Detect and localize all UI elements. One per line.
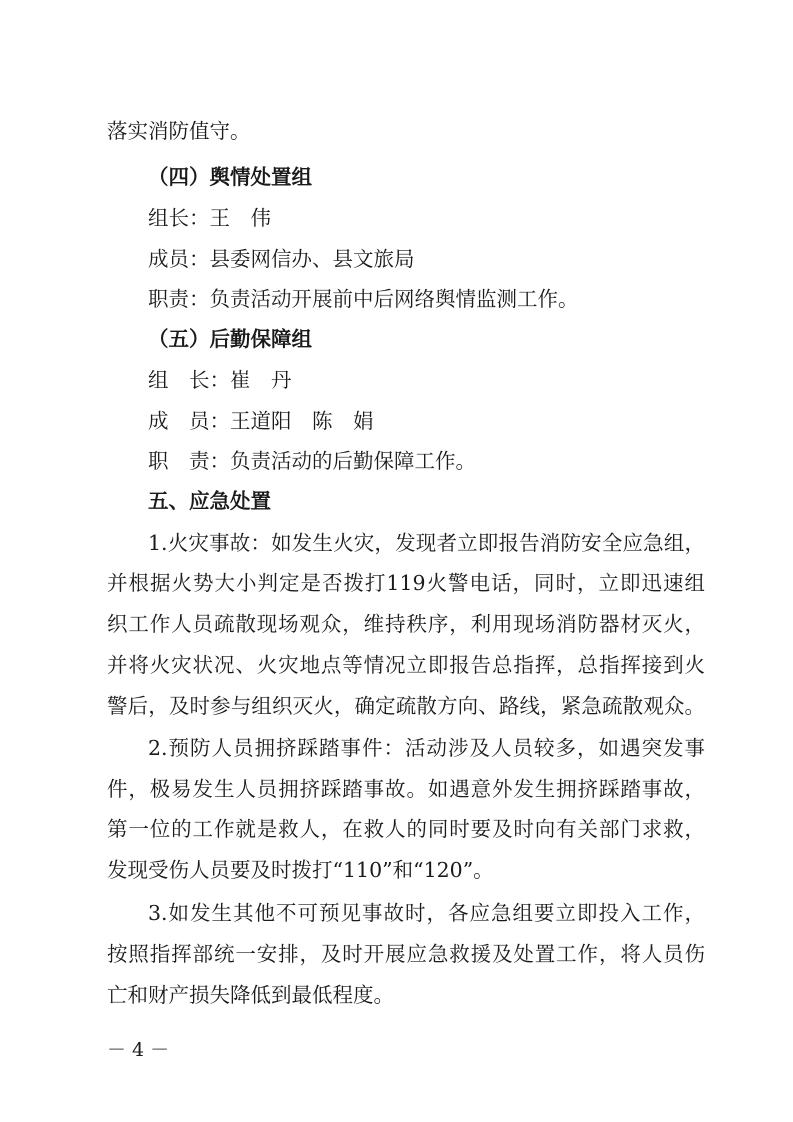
group-leader: 组长：王 伟 [148,206,271,230]
paragraph-line: 警后，及时参与组织灭火，确定疏散方向、路线，紧急疏散观众。 [107,694,705,718]
paragraph-line: 织工作人员疏散现场观众，维持秩序，利用现场消防器材灭火， [107,612,705,636]
group-leader: 组 长：崔 丹 [148,368,292,392]
paragraph-line: 3.如发生其他不可预见事故时，各应急组要立即投入工作， [148,901,705,925]
paragraph-line: 亡和财产损失降低到最低程度。 [107,983,394,1007]
paragraph-line: 2.预防人员拥挤踩踏事件：活动涉及人员较多，如遇突发事 [148,736,705,760]
page-number: － 4 － [107,1039,170,1061]
section-heading: （四）舆情处置组 [148,165,312,189]
group-duty: 职责：负责活动开展前中后网络舆情监测工作。 [148,287,579,311]
paragraph-line: 落实消防值守。 [107,119,251,143]
section-heading: （五）后勤保障组 [148,327,312,351]
paragraph-line: 1.火灾事故：如发生火灾，发现者立即报告消防安全应急组， [148,531,705,555]
paragraph-line: 第一位的工作就是救人，在救人的同时要及时向有关部门求救， [107,817,705,841]
paragraph-line: 并根据火势大小判定是否拨打119火警电话，同时，立即迅速组 [107,571,705,595]
group-members: 成员：县委网信办、县文旅局 [148,247,415,271]
paragraph-line: 发现受伤人员要及时拨打“110”和“120”。 [107,858,494,882]
group-duty: 职 责：负责活动的后勤保障工作。 [148,449,476,473]
paragraph-line: 按照指挥部统一安排，及时开展应急救援及处置工作，将人员伤 [107,942,705,966]
chapter-heading: 五、应急处置 [148,489,271,513]
paragraph-line: 件，极易发生人员拥挤踩踏事故。如遇意外发生拥挤踩踏事故， [107,777,705,801]
group-members: 成 员：王道阳 陈 娟 [148,409,374,433]
paragraph-line: 并将火灾状况、火灾地点等情况立即报告总指挥，总指挥接到火 [107,653,705,677]
